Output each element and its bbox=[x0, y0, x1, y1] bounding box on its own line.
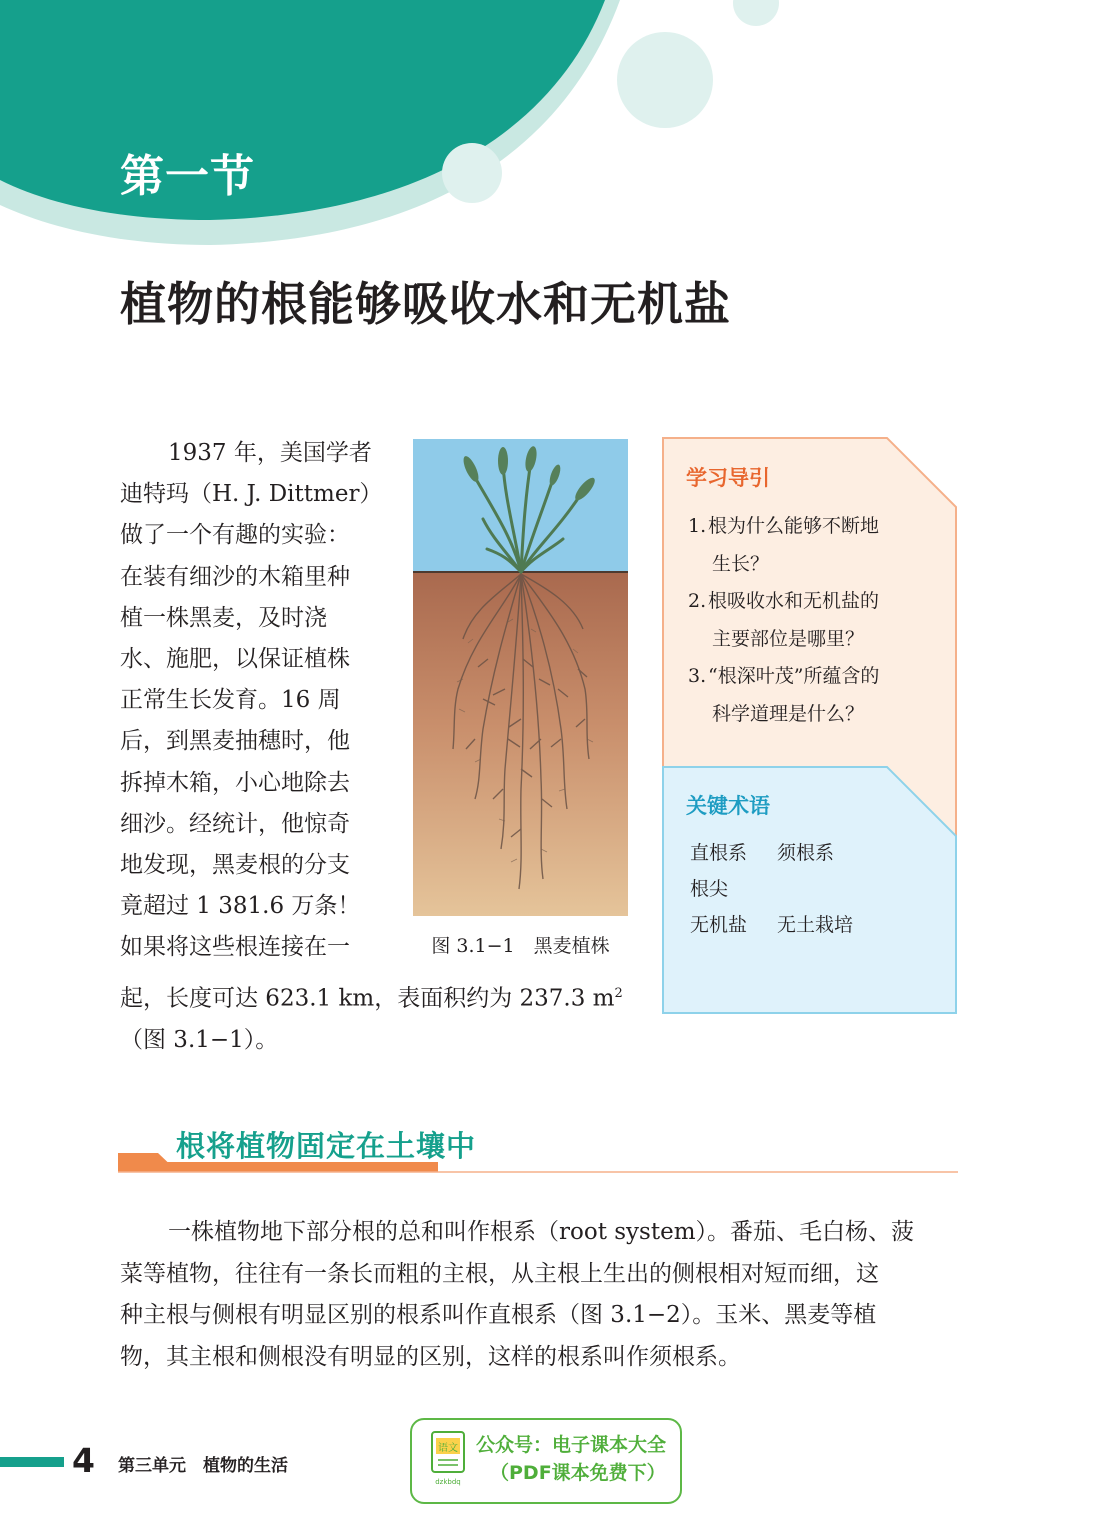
guide-question bbox=[688, 583, 946, 658]
section-heading: 根将植物固定在土壤中 bbox=[176, 1129, 477, 1163]
intro-line: 迪特玛（H. J. Dittmer） bbox=[120, 481, 383, 508]
intro-line: 后，到黑麦抽穗时，他 bbox=[120, 728, 350, 755]
intro-tail-line: 起，长度可达 623.1 km，表面积约为 237.3 m bbox=[120, 985, 615, 1012]
intro-line: 1937 年，美国学者 bbox=[168, 440, 372, 466]
intro-text bbox=[120, 433, 382, 969]
paragraph-line: 一株植物地下部分根的总和叫作根系（root system）。番茄、毛白杨、菠 bbox=[168, 1219, 915, 1245]
book-icon-label: 语文 bbox=[438, 1443, 458, 1454]
question-number: 1. bbox=[688, 515, 707, 537]
intro-tail-text bbox=[120, 973, 650, 1061]
promo-line-2: （PDF课本免费下） bbox=[490, 1462, 666, 1484]
guide-question-list bbox=[688, 508, 946, 733]
rye-plant-figure bbox=[413, 439, 628, 916]
intro-line: 拆掉木箱，小心地除去 bbox=[120, 769, 350, 796]
intro-line: 竟超过 1 381.6 万条！ bbox=[120, 893, 361, 920]
guide-question bbox=[688, 508, 946, 583]
terms-row bbox=[690, 871, 883, 907]
section-label: 第一节 bbox=[120, 151, 255, 202]
promo-badge bbox=[410, 1418, 682, 1504]
term: 直根系 bbox=[690, 842, 748, 864]
paragraph-line: 种主根与侧根有明显区别的根系叫作直根系（图 3.1−2）。玉米、黑麦等植 bbox=[120, 1302, 877, 1328]
header-teal-shape bbox=[0, 0, 605, 220]
page-number: 4 bbox=[72, 1441, 95, 1480]
intro-line: 正常生长发育。16 周 bbox=[120, 687, 341, 714]
terms-row bbox=[690, 907, 883, 943]
deco-circle-top bbox=[733, 0, 779, 26]
intro-line: 做了一个有趣的实验： bbox=[120, 522, 350, 549]
question-text: 根为什么能够不断地 bbox=[708, 515, 880, 537]
question-text-cont: 生长？ bbox=[712, 552, 770, 575]
superscript: 2 bbox=[614, 986, 623, 1001]
term: 须根系 bbox=[777, 842, 835, 864]
figure-caption: 图 3.1−1 黑麦植株 bbox=[431, 935, 610, 957]
question-text-cont: 主要部位是哪里？ bbox=[712, 627, 865, 650]
intro-line: 水、施肥，以保证植株 bbox=[120, 646, 350, 673]
sky-background bbox=[413, 439, 628, 572]
intro-tail-line: （图 3.1−1）。 bbox=[120, 1026, 279, 1053]
terms-row bbox=[690, 835, 883, 871]
deco-circle-small bbox=[442, 143, 502, 203]
book-icon bbox=[430, 1430, 470, 1490]
footer-bar bbox=[0, 1457, 64, 1467]
intro-line: 如果将这些根连接在一 bbox=[120, 934, 350, 961]
intro-line: 在装有细沙的木箱里种 bbox=[120, 563, 350, 590]
section-paragraph bbox=[120, 1212, 958, 1378]
guide-title: 学习导引 bbox=[686, 466, 770, 490]
paragraph-line: 物，其主根和侧根没有明显的区别，这样的根系叫作须根系。 bbox=[120, 1343, 741, 1370]
header-decoration bbox=[0, 0, 1093, 250]
lesson-title: 植物的根能够吸收水和无机盐 bbox=[120, 277, 731, 331]
guide-question bbox=[688, 658, 946, 733]
book-icon-sublabel: dzkbdq bbox=[435, 1478, 461, 1486]
paragraph-line: 菜等植物，往往有一条长而粗的主根，从主根上生出的侧根相对短而细，这 bbox=[120, 1260, 879, 1287]
intro-line: 细沙。经统计，他惊奇 bbox=[120, 810, 350, 837]
deco-circle-large bbox=[617, 32, 713, 128]
question-number: 3. bbox=[688, 665, 707, 687]
unit-label: 第三单元 植物的生活 bbox=[118, 1456, 288, 1476]
question-text: 根吸收水和无机盐的 bbox=[708, 590, 880, 612]
question-text-cont: 科学道理是什么？ bbox=[712, 702, 865, 725]
intro-line: 植一株黑麦，及时浇 bbox=[120, 604, 327, 631]
term: 无土栽培 bbox=[777, 914, 854, 936]
term: 无机盐 bbox=[690, 914, 748, 936]
question-text: “根深叶茂”所蕴含的 bbox=[708, 665, 880, 687]
term: 根尖 bbox=[690, 878, 729, 900]
intro-line: 地发现，黑麦根的分支 bbox=[120, 852, 350, 879]
promo-line-1: 公众号：电子课本大全 bbox=[476, 1434, 667, 1456]
question-number: 2. bbox=[688, 590, 707, 612]
key-terms bbox=[690, 835, 883, 943]
terms-title: 关键术语 bbox=[686, 794, 770, 818]
